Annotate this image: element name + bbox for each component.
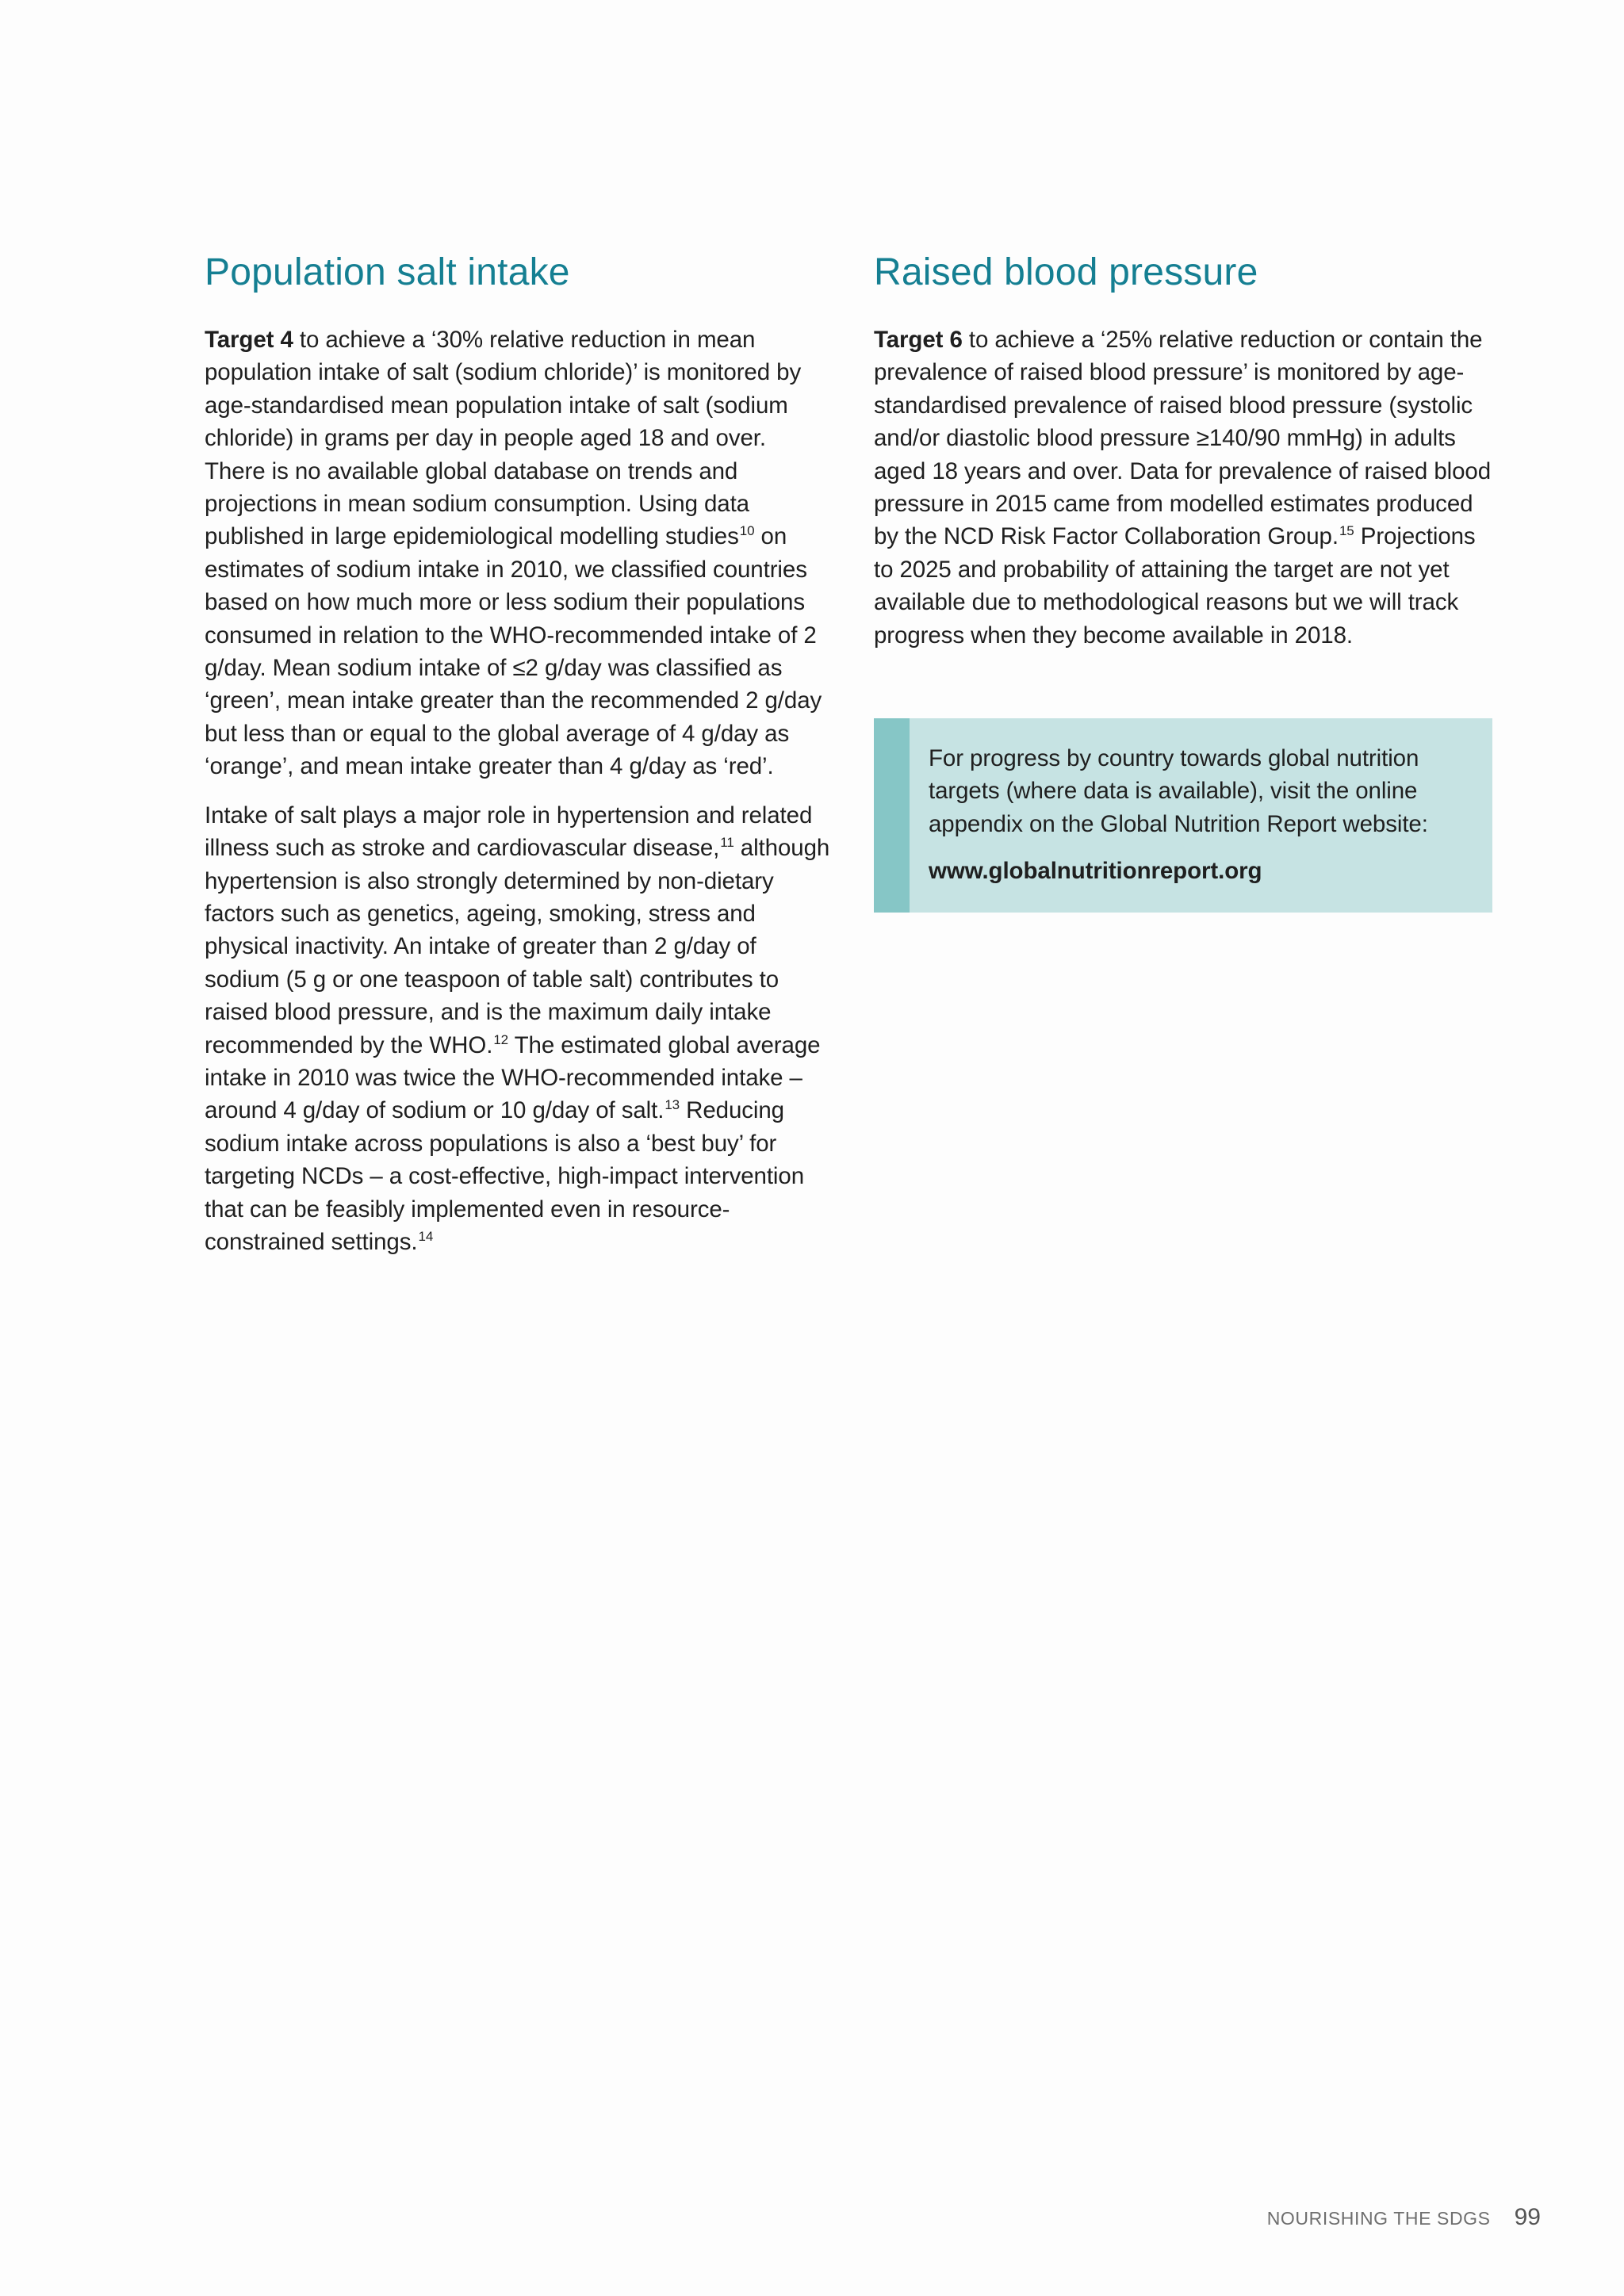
paragraph-salt-health bbox=[205, 799, 831, 1259]
callout-accent-bar bbox=[874, 718, 910, 913]
footer-section-title: NOURISHING THE SDGS bbox=[1266, 2208, 1491, 2229]
paragraph-text: The estimated global average intake in 2010 was twice the WHO-recommended intake – around 4 g/day of sodium or 10 g/day of salt. bbox=[205, 1031, 821, 1124]
paragraph-text: Intake of salt plays a major role in hypertension and related illness such as stroke and cardiovascular disease, bbox=[205, 802, 813, 862]
paragraph-text: Reducing sodium intake across populations is also a ‘best buy’ for targeting NCDs – a cost-effective, high-impact intervention that can be feasibly implemented even in resource-constrained settings. bbox=[205, 1097, 805, 1255]
paragraph-bp-target bbox=[874, 323, 1500, 652]
paragraph-text: on estimates of sodium intake in 2010, we classified countries based on how much more or less sodium their populations consumed in relation to the WHO-recommended intake of 2 g/day. Mean sodium intake of ≤2 g/day was classified as ‘green’, mean intake greater than the recommended 2 g/day but less than or equal to the global average of 4 g/day as ‘orange’, and mean intake greater than 4 g/day as ‘red’. bbox=[205, 523, 822, 780]
page-footer bbox=[1267, 2204, 1541, 2231]
left-column bbox=[205, 244, 831, 1274]
callout-body bbox=[910, 718, 1492, 913]
reference-number: 13 bbox=[665, 1097, 680, 1113]
paragraph-text: although hypertension is also strongly determined by non-dietary factors such as genetics, ageing, smoking, stress and physical inactivity. An intake of greater than 2 g/day of sodium (5 g or one teaspoon of table salt) contributes to raised blood pressure, and is the maximum daily intake recommended by the WHO. bbox=[205, 835, 830, 1058]
website-link[interactable]: www.globalnutritionreport.org bbox=[929, 858, 1262, 885]
right-column bbox=[874, 244, 1500, 668]
callout-text: For progress by country towards global nutrition targets (where data is available), visit the online appendix on the Global Nutrition Report website: bbox=[929, 745, 1428, 837]
section-heading-blood-pressure: Raised blood pressure bbox=[874, 251, 1258, 293]
paragraph-text: Projections to 2025 and probability of attaining the target are not yet available due to methodological reasons but we will track progress when they become available in 2018. bbox=[874, 523, 1476, 649]
reference-number: 10 bbox=[739, 523, 755, 539]
reference-number: 14 bbox=[418, 1228, 434, 1244]
section-heading-salt: Population salt intake bbox=[205, 251, 570, 293]
reference-number: 11 bbox=[720, 835, 734, 851]
reference-number: 12 bbox=[493, 1031, 509, 1047]
target-label: Target 6 bbox=[874, 327, 963, 353]
paragraph-text: to achieve a ‘25% relative reduction or contain the prevalence of raised blood pressure’ is monitored by age-standardised prevalence of raised blood pressure (systolic and/or diastolic blood pressure ≥140/90 mmHg) in adults aged 18 years and over. Data for prevalence of raised blood pressure in 2015 came from modelled estimates produced by the NCD Risk Factor Collaboration Group. bbox=[874, 327, 1491, 550]
callout-box bbox=[874, 718, 1492, 913]
reference-number: 15 bbox=[1339, 523, 1354, 539]
target-label: Target 4 bbox=[205, 327, 293, 353]
paragraph-text: to achieve a ‘30% relative reduction in mean population intake of salt (sodium chloride)’ is monitored by age-standardised mean population intake of salt (sodium chloride) in grams per day in people aged 18 and over. There is no available global database on trends and projections in mean sodium consumption. Using data published in large epidemiological modelling studies bbox=[205, 327, 802, 550]
paragraph-salt-target bbox=[205, 323, 831, 783]
page-number: 99 bbox=[1514, 2204, 1541, 2230]
